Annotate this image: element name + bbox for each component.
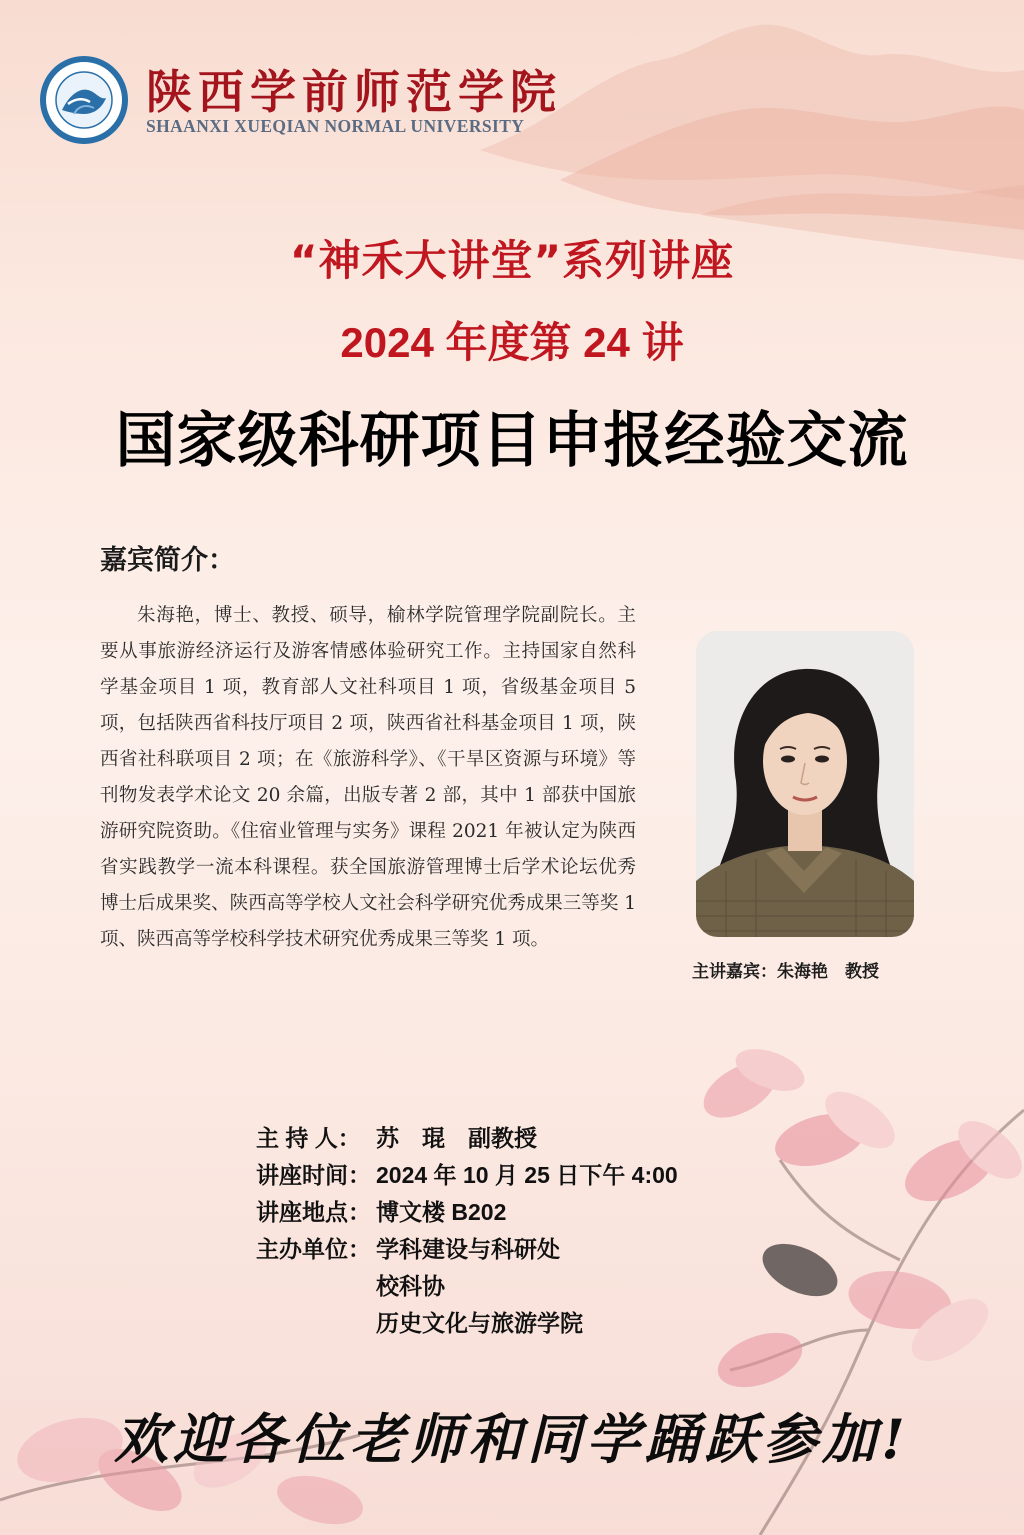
guest-intro-heading: 嘉宾简介： — [100, 545, 235, 576]
event-info — [256, 1118, 678, 1340]
place-label: 讲座地点： — [256, 1199, 371, 1225]
time-row — [256, 1155, 678, 1192]
organizer-value: 学科建设与科研处 — [376, 1236, 560, 1262]
mountain-background — [0, 0, 1024, 340]
host-value: 苏 琨 副教授 — [376, 1125, 537, 1151]
lecture-topic-title: 国家级科研项目申报经验交流 — [115, 406, 909, 476]
organizer-value: 历史文化与旅游学院 — [376, 1310, 583, 1336]
place-row — [256, 1192, 678, 1229]
organizer-row — [256, 1229, 678, 1266]
organizer-label: 主办单位： — [256, 1236, 371, 1262]
time-label: 讲座时间： — [256, 1162, 371, 1188]
university-name-cn: 陕西学前师范学院 — [146, 65, 562, 119]
guest-bio: 朱海艳，博士、教授、硕导，榆林学院管理学院副院长。主要从事旅游经济运行及游客情感体验研究工作。主持国家自然科学基金项目 1 项，教育部人文社科项目 1 项，省级基金项目 5 项，包括陕西省科技厅项目 2 项，陕西省社科基金项目 1 项，陕西省社科联项目 2 项；在《旅游科学》、《干旱区资源与环境》等刊物发表学术论文 20 余篇，出版专著 2 部，其中 1 部获中国旅游研究院资助。《住宿业管理与实务》课程 2021 年被认定为陕西省实践教学一流本科课程。获全国旅游管理博士后学术论坛优秀博士后成果奖、陕西高等学校人文社会科学研究优秀成果三等奖 1 项、陕西高等学校科学技术研究优秀成果三等奖 1 项。 — [100, 605, 636, 950]
university-seal-logo — [38, 54, 130, 146]
lecture-session-number: 2024 年度第 24 讲 — [340, 319, 684, 366]
lecture-series-title: “神禾大讲堂”系列讲座 — [289, 236, 735, 285]
speaker-portrait — [696, 631, 914, 937]
organizer-row — [256, 1303, 678, 1340]
host-row — [256, 1118, 678, 1155]
welcome-message: 欢迎各位老师和同学踊跃参加! — [114, 1407, 910, 1471]
host-label: 主 持 人： — [256, 1125, 361, 1151]
university-name-en: SHAANXI XUEQIAN NORMAL UNIVERSITY — [146, 116, 525, 136]
organizer-value: 校科协 — [376, 1273, 445, 1299]
time-value: 2024 年 10 月 25 日下午 4:00 — [376, 1162, 678, 1188]
place-value: 博文楼 B202 — [376, 1199, 507, 1225]
organizer-row — [256, 1266, 678, 1303]
speaker-caption: 主讲嘉宾：朱海艳 教授 — [692, 962, 879, 982]
